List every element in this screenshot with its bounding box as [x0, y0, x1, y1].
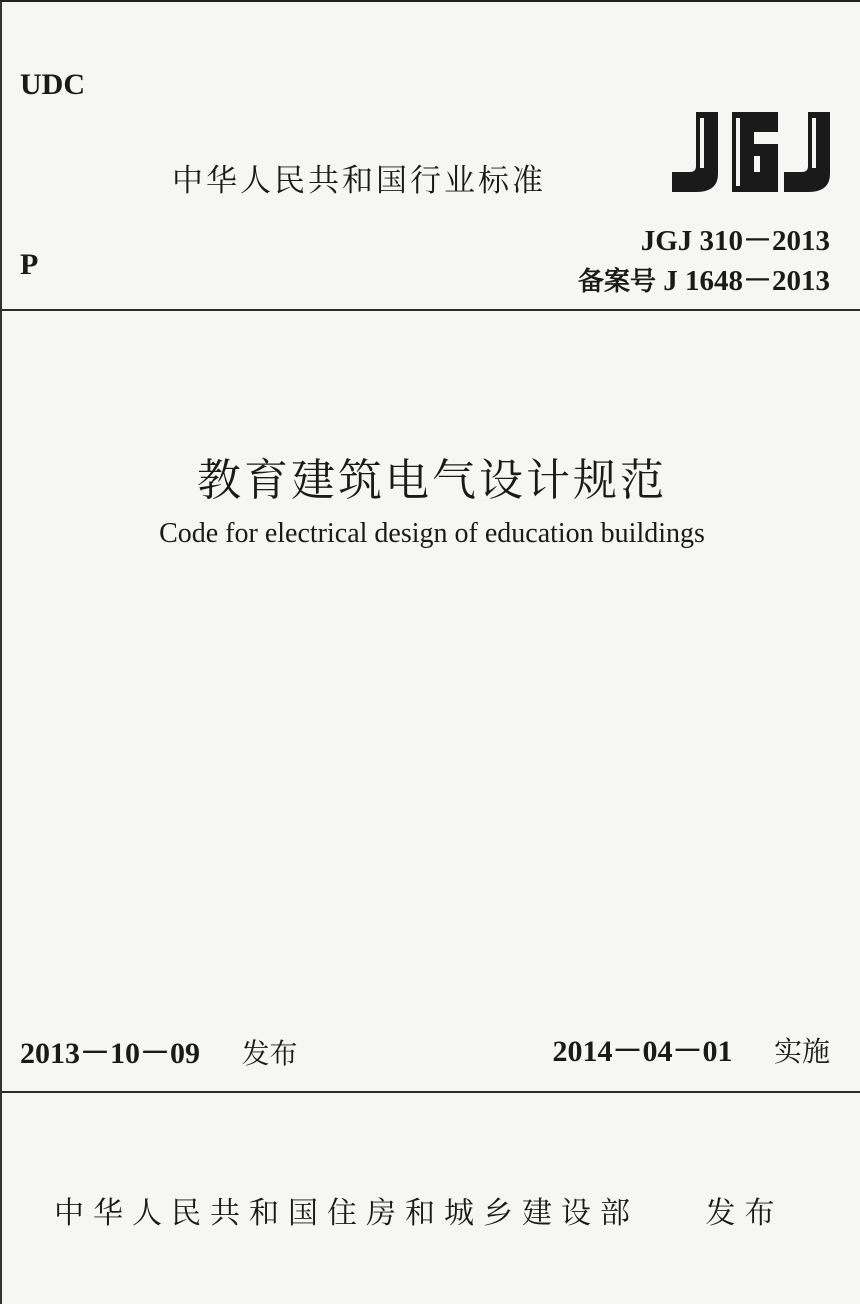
publisher-name: 中华人民共和国住房和城乡建设部: [54, 1196, 639, 1231]
jgj-logo: [666, 110, 834, 194]
standard-type: 中华人民共和国行业标准: [172, 163, 546, 199]
implement-label: 实施: [773, 1035, 830, 1068]
header-divider: [2, 309, 860, 311]
classification-code: P: [20, 248, 39, 281]
udc-label: UDC: [20, 68, 85, 101]
filing-number: J 1648－2013: [663, 265, 830, 297]
issue-date: 2013－10－09: [20, 1037, 200, 1070]
implement-date-line: [552, 1026, 830, 1070]
footer-divider: [2, 1091, 860, 1093]
implement-date: 2014－04－01: [552, 1035, 733, 1068]
title-chinese: 教育建筑电气设计规范: [197, 455, 667, 506]
publisher-line: [54, 1188, 784, 1232]
issue-label: 发布: [241, 1037, 298, 1070]
title-english: Code for electrical design of education buildings: [159, 518, 705, 549]
filing-number-line: [578, 258, 830, 299]
publish-label: 发布: [705, 1196, 784, 1231]
standard-number: JGJ 310－2013: [640, 225, 830, 257]
filing-prefix: 备案号: [577, 267, 656, 297]
issue-date-line: [20, 1028, 298, 1072]
